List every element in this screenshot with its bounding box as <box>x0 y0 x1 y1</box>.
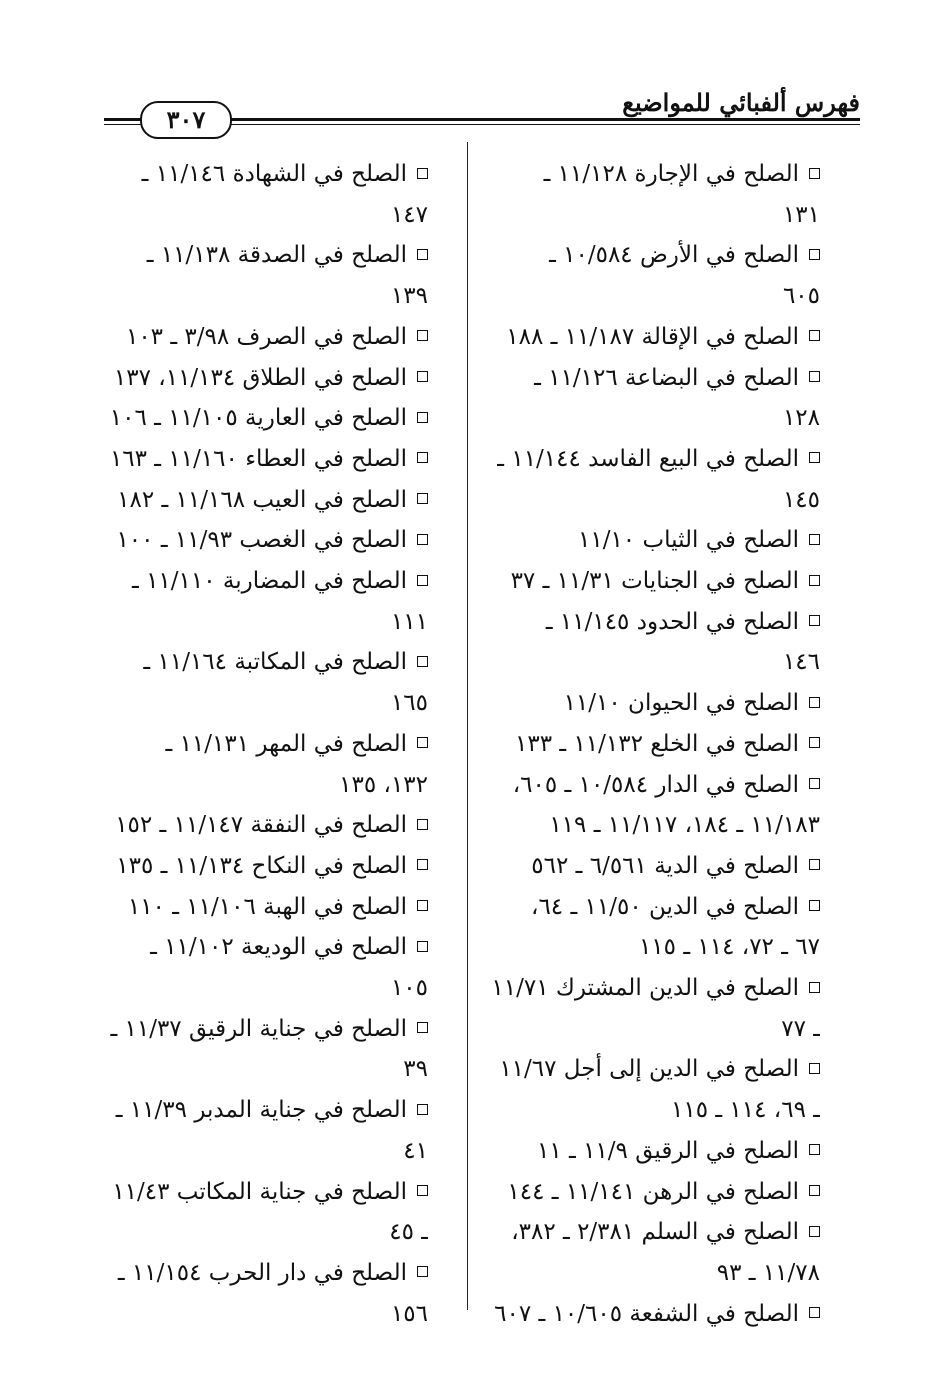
index-entry <box>480 1212 820 1293</box>
index-entry-continuation: ١٣٢، ١٣٥ <box>339 771 428 798</box>
index-entry-text: الصلح في جناية الرقيق ١١/٣٧ ـ <box>110 1015 407 1042</box>
index-entry-text: الصلح في النكاح ١١/١٣٤ ـ ١٣٥ <box>116 852 407 879</box>
square-bullet-icon <box>809 900 820 911</box>
index-entry <box>98 561 428 642</box>
square-bullet-icon <box>809 697 820 708</box>
index-entry <box>98 154 428 235</box>
index-entry-continuation: ١٣١ <box>782 201 820 228</box>
index-entry-text: الصلح في الحيوان ١١/١٠ <box>563 690 799 717</box>
index-entry <box>480 683 820 724</box>
square-bullet-icon <box>809 1307 820 1318</box>
index-entry-text: الصلح في النفقة ١١/١٤٧ ـ ١٥٢ <box>115 812 407 839</box>
index-entry <box>480 561 820 602</box>
index-entry-continuation: ١٢٨ <box>782 405 820 432</box>
square-bullet-icon <box>809 1226 820 1237</box>
square-bullet-icon <box>417 575 428 586</box>
column-divider <box>467 142 468 1310</box>
square-bullet-icon <box>809 982 820 993</box>
index-entry-continuation: ٤١ <box>403 1137 428 1164</box>
index-entry-continuation: ١١/١٨٣ ـ ١٨٤، ١١/١١٧ ـ ١١٩ <box>549 812 820 839</box>
square-bullet-icon <box>417 1104 428 1115</box>
square-bullet-icon <box>417 737 428 748</box>
index-entry-text: الصلح في الدية ٦/٥٦١ ـ ٥٦٢ <box>531 852 799 879</box>
square-bullet-icon <box>417 330 428 341</box>
running-title: فهرس ألفبائي للمواضيع <box>622 88 860 117</box>
square-bullet-icon <box>809 371 820 382</box>
square-bullet-icon <box>417 656 428 667</box>
index-entry-text: الصلح في الطلاق ١١/١٣٤، ١٣٧ <box>113 364 407 391</box>
square-bullet-icon <box>809 1144 820 1155</box>
square-bullet-icon <box>809 615 820 626</box>
index-entry-text: الصلح في الهبة ١١/١٠٦ ـ ١١٠ <box>127 893 407 920</box>
index-entry <box>480 846 820 887</box>
index-entry-text: الصلح في الصدقة ١١/١٣٨ ـ <box>146 242 407 269</box>
index-entry-text: الصلح في المكاتبة ١١/١٦٤ ـ <box>143 649 407 676</box>
index-entry <box>480 765 820 846</box>
index-column-right <box>480 154 820 1394</box>
index-entry-continuation: ١١١ <box>390 608 428 635</box>
index-entry <box>480 1049 820 1130</box>
index-entry <box>480 724 820 765</box>
index-entry <box>480 235 820 316</box>
page-number: ٣٠٧ <box>140 101 232 139</box>
square-bullet-icon <box>417 900 428 911</box>
index-entry <box>98 1090 428 1171</box>
index-entry <box>98 1172 428 1253</box>
index-entry <box>480 317 820 358</box>
index-entry <box>480 887 820 968</box>
square-bullet-icon <box>809 168 820 179</box>
index-entry-text: الصلح في الدين ١١/٥٠ ـ ٦٤، <box>531 893 799 920</box>
index-entry-text: الصلح في جناية المكاتب ١١/٤٣ <box>112 1178 407 1205</box>
index-entry-text: الصلح في الغصب ١١/٩٣ ـ ١٠٠ <box>116 527 407 554</box>
index-entry-continuation: ١٣٩ <box>390 283 428 310</box>
index-entry <box>98 724 428 805</box>
index-entry-text: الصلح في الرقيق ١١/٩ ـ ١١ <box>536 1137 799 1164</box>
index-entry <box>480 1172 820 1213</box>
index-entry-continuation: ٣٩ <box>403 1056 428 1083</box>
square-bullet-icon <box>417 819 428 830</box>
index-entry-text: الصلح في الإقالة ١١/١٨٧ ـ ١٨٨ <box>506 323 799 350</box>
index-entry <box>480 1131 820 1172</box>
index-entry-text: الصلح في الأرض ١٠/٥٨٤ ـ <box>549 242 799 269</box>
index-entry <box>98 642 428 723</box>
index-entry <box>98 358 428 399</box>
index-entry-continuation: ٦٧ ـ ٧٢، ١١٤ ـ ١١٥ <box>638 934 820 961</box>
index-entry-text: الصلح في المهر ١١/١٣١ ـ <box>165 730 407 757</box>
index-entry-continuation: ١٥٦ <box>390 1300 428 1327</box>
index-entry-text: الصلح في المضاربة ١١/١١٠ ـ <box>132 568 407 595</box>
index-entry-text: الصلح في العطاء ١١/١٦٠ ـ ١٦٣ <box>109 445 407 472</box>
index-entry-text: الصلح في دار الحرب ١١/١٥٤ ـ <box>117 1259 407 1286</box>
index-column-left <box>98 154 428 1394</box>
index-entry-continuation: ١٠٥ <box>390 975 428 1002</box>
square-bullet-icon <box>417 1185 428 1196</box>
index-entry-text: الصلح في الصرف ٣/٩٨ ـ ١٠٣ <box>125 323 407 350</box>
index-entry-text: الصلح في الجنايات ١١/٣١ ـ ٣٧ <box>510 568 799 595</box>
index-entry-text: الصلح في الشهادة ١١/١٤٦ ـ <box>141 161 407 187</box>
index-entry-text: الصلح في الخلع ١١/١٣٢ ـ ١٣٣ <box>515 730 799 757</box>
square-bullet-icon <box>809 1185 820 1196</box>
index-entry <box>480 439 820 520</box>
index-entry-text: الصلح في الشفعة ١٠/٦٠٥ ـ ٦٠٧ <box>494 1300 799 1327</box>
index-entry-text: الصلح في الرهن ١١/١٤١ ـ ١٤٤ <box>507 1178 799 1205</box>
index-entry-continuation: ١٤٧ <box>390 201 428 228</box>
index-entry <box>98 480 428 521</box>
index-entry <box>98 520 428 561</box>
index-entry <box>98 887 428 928</box>
index-entry-text: الصلح في الإجارة ١١/١٢٨ ـ <box>543 161 799 187</box>
index-entry-continuation: ١٦٥ <box>390 690 428 717</box>
index-entry-continuation: ـ ٤٥ <box>389 1219 428 1246</box>
square-bullet-icon <box>809 778 820 789</box>
index-entry-text: الصلح في جناية المدبر ١١/٣٩ ـ <box>115 1097 407 1124</box>
square-bullet-icon <box>809 859 820 870</box>
index-entry-text: الصلح في الحدود ١١/١٤٥ ـ <box>545 608 799 635</box>
index-entry <box>98 439 428 480</box>
index-entry-continuation: ٦٠٥ <box>782 283 820 310</box>
square-bullet-icon <box>417 371 428 382</box>
square-bullet-icon <box>417 412 428 423</box>
square-bullet-icon <box>417 534 428 545</box>
square-bullet-icon <box>417 249 428 260</box>
index-entry-continuation: ١٤٥ <box>782 486 820 513</box>
index-entry <box>480 602 820 683</box>
square-bullet-icon <box>809 737 820 748</box>
index-entry-continuation: ١٤٦ <box>782 649 820 676</box>
index-entry <box>98 235 428 316</box>
index-entry-continuation: ـ ٧٧ <box>781 1015 820 1042</box>
index-entry-text: الصلح في الوديعة ١١/١٠٢ ـ <box>150 934 407 961</box>
square-bullet-icon <box>417 859 428 870</box>
square-bullet-icon <box>417 941 428 952</box>
index-entry <box>98 805 428 846</box>
index-entry-text: الصلح في العارية ١١/١٠٥ ـ ١٠٦ <box>109 405 407 432</box>
index-entry-text: الصلح في الدار ١٠/٥٨٤ ـ ٦٠٥، <box>512 771 799 798</box>
index-entry <box>480 520 820 561</box>
index-entry-text: الصلح في العيب ١١/١٦٨ ـ ١٨٢ <box>117 486 407 513</box>
index-entry <box>480 358 820 439</box>
square-bullet-icon <box>417 1266 428 1277</box>
square-bullet-icon <box>417 168 428 179</box>
index-entry-text: الصلح في البيع الفاسد ١١/١٤٤ ـ <box>497 445 799 472</box>
square-bullet-icon <box>417 1022 428 1033</box>
index-entry-text: الصلح في الدين إلى أجل ١١/٦٧ <box>499 1056 799 1083</box>
square-bullet-icon <box>809 534 820 545</box>
square-bullet-icon <box>809 330 820 341</box>
square-bullet-icon <box>809 1063 820 1074</box>
index-entry-continuation: ـ ٦٩، ١١٤ ـ ١١٥ <box>670 1097 820 1124</box>
index-entry-text: الصلح في الدين المشترك ١١/٧١ <box>491 975 799 1002</box>
index-entry <box>98 1253 428 1334</box>
index-entry <box>98 317 428 358</box>
index-entry-continuation: ١١/٧٨ ـ ٩٣ <box>716 1259 820 1286</box>
index-entry-text: الصلح في البضاعة ١١/١٢٦ ـ <box>534 364 799 391</box>
index-entry <box>98 846 428 887</box>
index-entry <box>98 927 428 1008</box>
index-entry <box>98 398 428 439</box>
index-entry <box>480 968 820 1049</box>
square-bullet-icon <box>417 493 428 504</box>
index-entry <box>480 1294 820 1335</box>
index-entry <box>480 154 820 235</box>
square-bullet-icon <box>809 249 820 260</box>
square-bullet-icon <box>809 575 820 586</box>
square-bullet-icon <box>417 452 428 463</box>
index-entry <box>98 1009 428 1090</box>
index-entry-text: الصلح في السلم ٢/٣٨١ ـ ٣٨٢، <box>511 1219 799 1246</box>
square-bullet-icon <box>809 452 820 463</box>
index-entry-text: الصلح في الثياب ١١/١٠ <box>577 527 799 554</box>
